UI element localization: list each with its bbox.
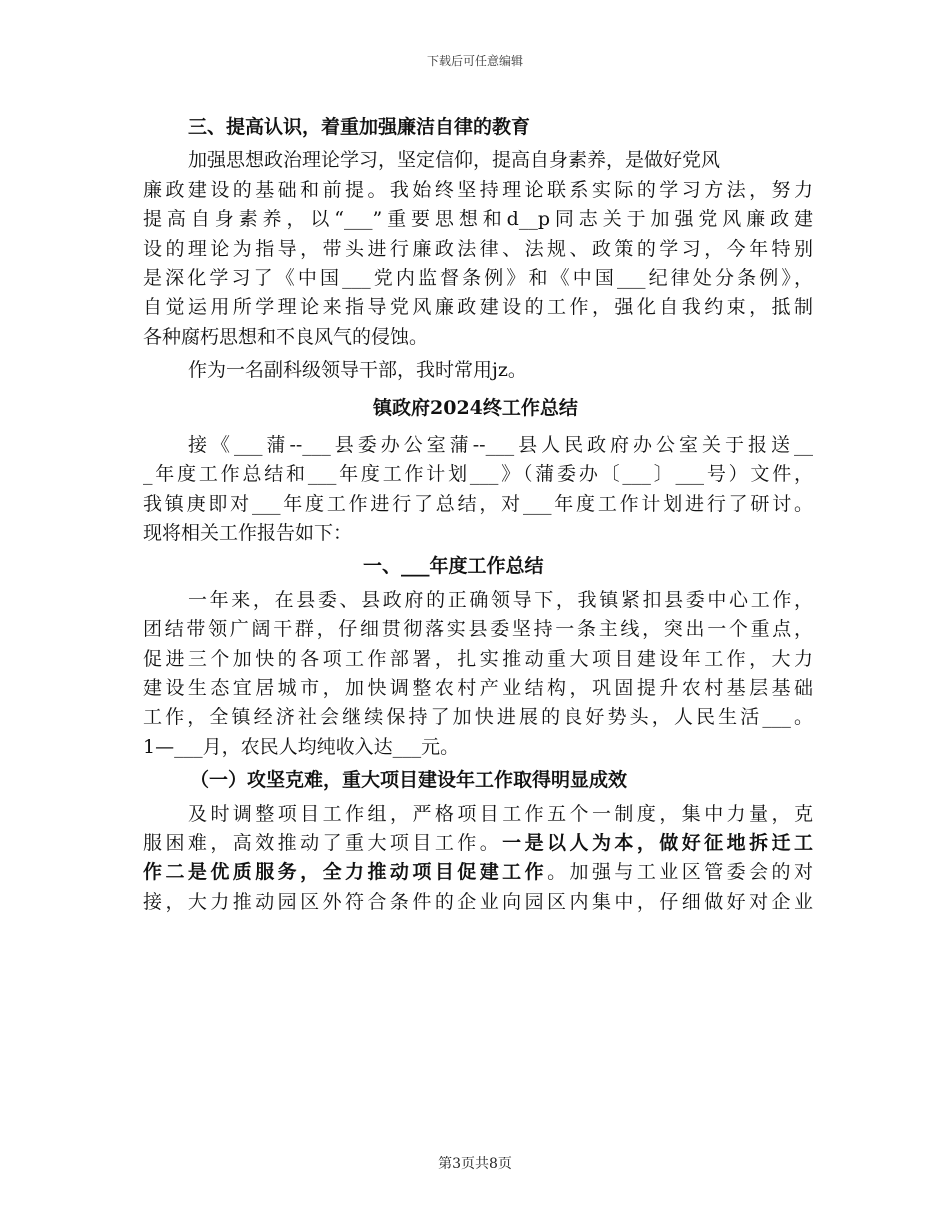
section3-line-3: 提高自身素养，以“___”重要思想和d__p同志关于加强党风廉政建 — [143, 208, 813, 231]
part1-line-5: 工作，全镇经济社会继续保持了加快进展的良好势头，人民生活___。 — [143, 706, 813, 729]
page-footer-number: 第3页共8页 — [438, 1156, 512, 1172]
sub1-line-3-bold: 作二是优质服务，全力推动项目促建工作 — [143, 861, 548, 884]
sub1-line-3-plain: 。加强与工业区管委会的对 — [547, 861, 813, 884]
intro-line-1: 接《___蒲--___县委办公室蒲--___县人民政府办公室关于报送__ — [188, 433, 813, 456]
part1-line-3: 促进三个加快的各项工作部署，扎实推动重大项目建设年工作，大力 — [143, 647, 813, 670]
section3-line-6: 自觉运用所学理论来指导党风廉政建设的工作，强化自我约束，抵制 — [143, 296, 813, 319]
document-body — [143, 113, 813, 917]
part1-heading: 一、___年度工作总结 — [363, 555, 544, 578]
section3-line-4: 设的理论为指导，带头进行廉政法律、法规、政策的学习，今年特别 — [143, 237, 813, 260]
intro-line-4: 现将相关工作报告如下： — [143, 522, 353, 545]
sub1-line-4: 接，大力推动园区外符合条件的企业向园区内集中，仔细做好对企业 — [143, 890, 813, 913]
sub1-line-2-bold: 一是以人为本，做好征地拆迁工 — [502, 831, 813, 854]
intro-line-3: 我镇庚即对___年度工作进行了总结，对___年度工作计划进行了研讨。 — [143, 492, 813, 515]
part1-line-1: 一年来，在县委、县政府的正确领导下，我镇紧扣县委中心工作， — [188, 588, 813, 611]
part1-line-2: 团结带领广阔干群，仔细贯彻落实县委坚持一条主线，突出一个重点， — [143, 618, 813, 641]
sub1-line-2 — [143, 829, 813, 858]
intro-line-2: _年度工作总结和___年度工作计划___》（蒲委办〔___〕___号）文件， — [143, 463, 813, 486]
section3-line-1: 加强思想政治理论学习，坚定信仰，提高自身素养，是做好党风 — [188, 149, 721, 172]
sub1-line-3 — [143, 858, 813, 887]
sub1-heading: （一）攻坚克难，重大项目建设年工作取得明显成效 — [190, 769, 628, 792]
part1-line-4: 建设生态宜居城市，加快调整农村产业结构，巩固提升农村基层基础 — [143, 677, 813, 700]
report-title: 镇政府2024终工作总结 — [373, 396, 578, 419]
section3-line-5: 是深化学习了《中国___党内监督条例》和《中国___纪律处分条例》， — [143, 266, 813, 289]
section3-line-2: 廉政建设的基础和前提。我始终坚持理论联系实际的学习方法，努力 — [143, 178, 813, 201]
section3-heading: 三、提高认识，着重加强廉洁自律的教育 — [188, 116, 531, 138]
sub1-line-2-plain: 服困难，高效推动了重大项目工作。 — [143, 831, 503, 854]
sub1-line-1: 及时调整项目工作组，严格项目工作五个一制度，集中力量，克 — [188, 802, 813, 825]
section3-line-7: 各种腐朽思想和不良风气的侵蚀。 — [143, 325, 429, 348]
part1-line-6: 1—___月，农民人均纯收入达___元。 — [143, 735, 460, 758]
page-header-note: 下载后可任意编辑 — [426, 54, 523, 68]
section3-last-line: 作为一名副科级领导干部，我时常用jz。 — [188, 359, 527, 382]
